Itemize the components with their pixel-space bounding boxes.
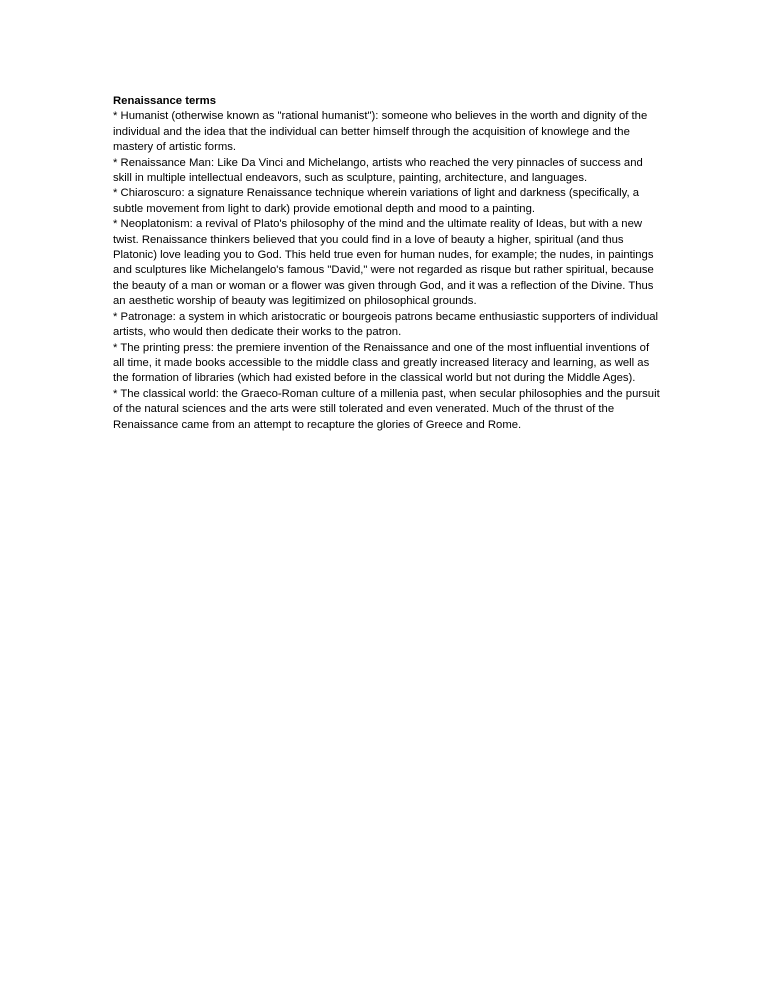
term-humanist: * Humanist (otherwise known as "rational humanist"): someone who believes in the worth and dignity of the individual and the idea that the individual can better himself through the acquisition of knowlege and the mastery of artistic forms. [113, 110, 648, 154]
term-printing-press: * The printing press: the premiere invention of the Renaissance and one of the most influential inventions of all time, it made books accessible to the middle class and greatly increased literacy and learning, as well as the formation of libraries (which had existed before in the classical world but not during the Middle Ages). [113, 341, 650, 385]
term-patronage: * Patronage: a system in which aristocratic or bourgeois patrons became enthusiastic supporters of individual artists, who would then dedicate their works to the patron. [113, 310, 659, 339]
term-neoplatonism: * Neoplatonism: a revival of Plato's philosophy of the mind and the ultimate reality of Ideas, but with a new twist. Renaissance thinkers believed that you could find in a love of beauty a higher, spiritual (and thus Platonic) love leading you to God. This held true even for human nudes, for example; the nudes, in paintings and sculptures like Michelangelo's famous "David," were not regarded as risque but rather spiritual, because the beauty of a man or woman or a flower was given through God, and it was a reflection of the Divine. Thus an aesthetic worship of beauty was legitimized on philosophical grounds. [113, 218, 654, 308]
term-chiaroscuro: * Chiaroscuro: a signature Renaissance technique wherein variations of light and darkness (specifically, a subtle movement from light to dark) provide emotional depth and mood to a painting. [113, 187, 640, 215]
document-body [113, 94, 661, 433]
document-title: Renaissance terms [113, 95, 216, 107]
term-renaissance-man: * Renaissance Man: Like Da Vinci and Michelango, artists who reached the very pinnacles of success and skill in multiple intellectual endeavors, such as sculpture, painting, architecture, and languages. [113, 156, 643, 185]
term-classical-world: * The classical world: the Graeco-Roman culture of a millenia past, when secular philosophies and the pursuit of the natural sciences and the arts were still tolerated and even venerated. Much of the thrust of the Renaissance came from an attempt to recapture the glories of Greece and Rome. [113, 387, 660, 431]
